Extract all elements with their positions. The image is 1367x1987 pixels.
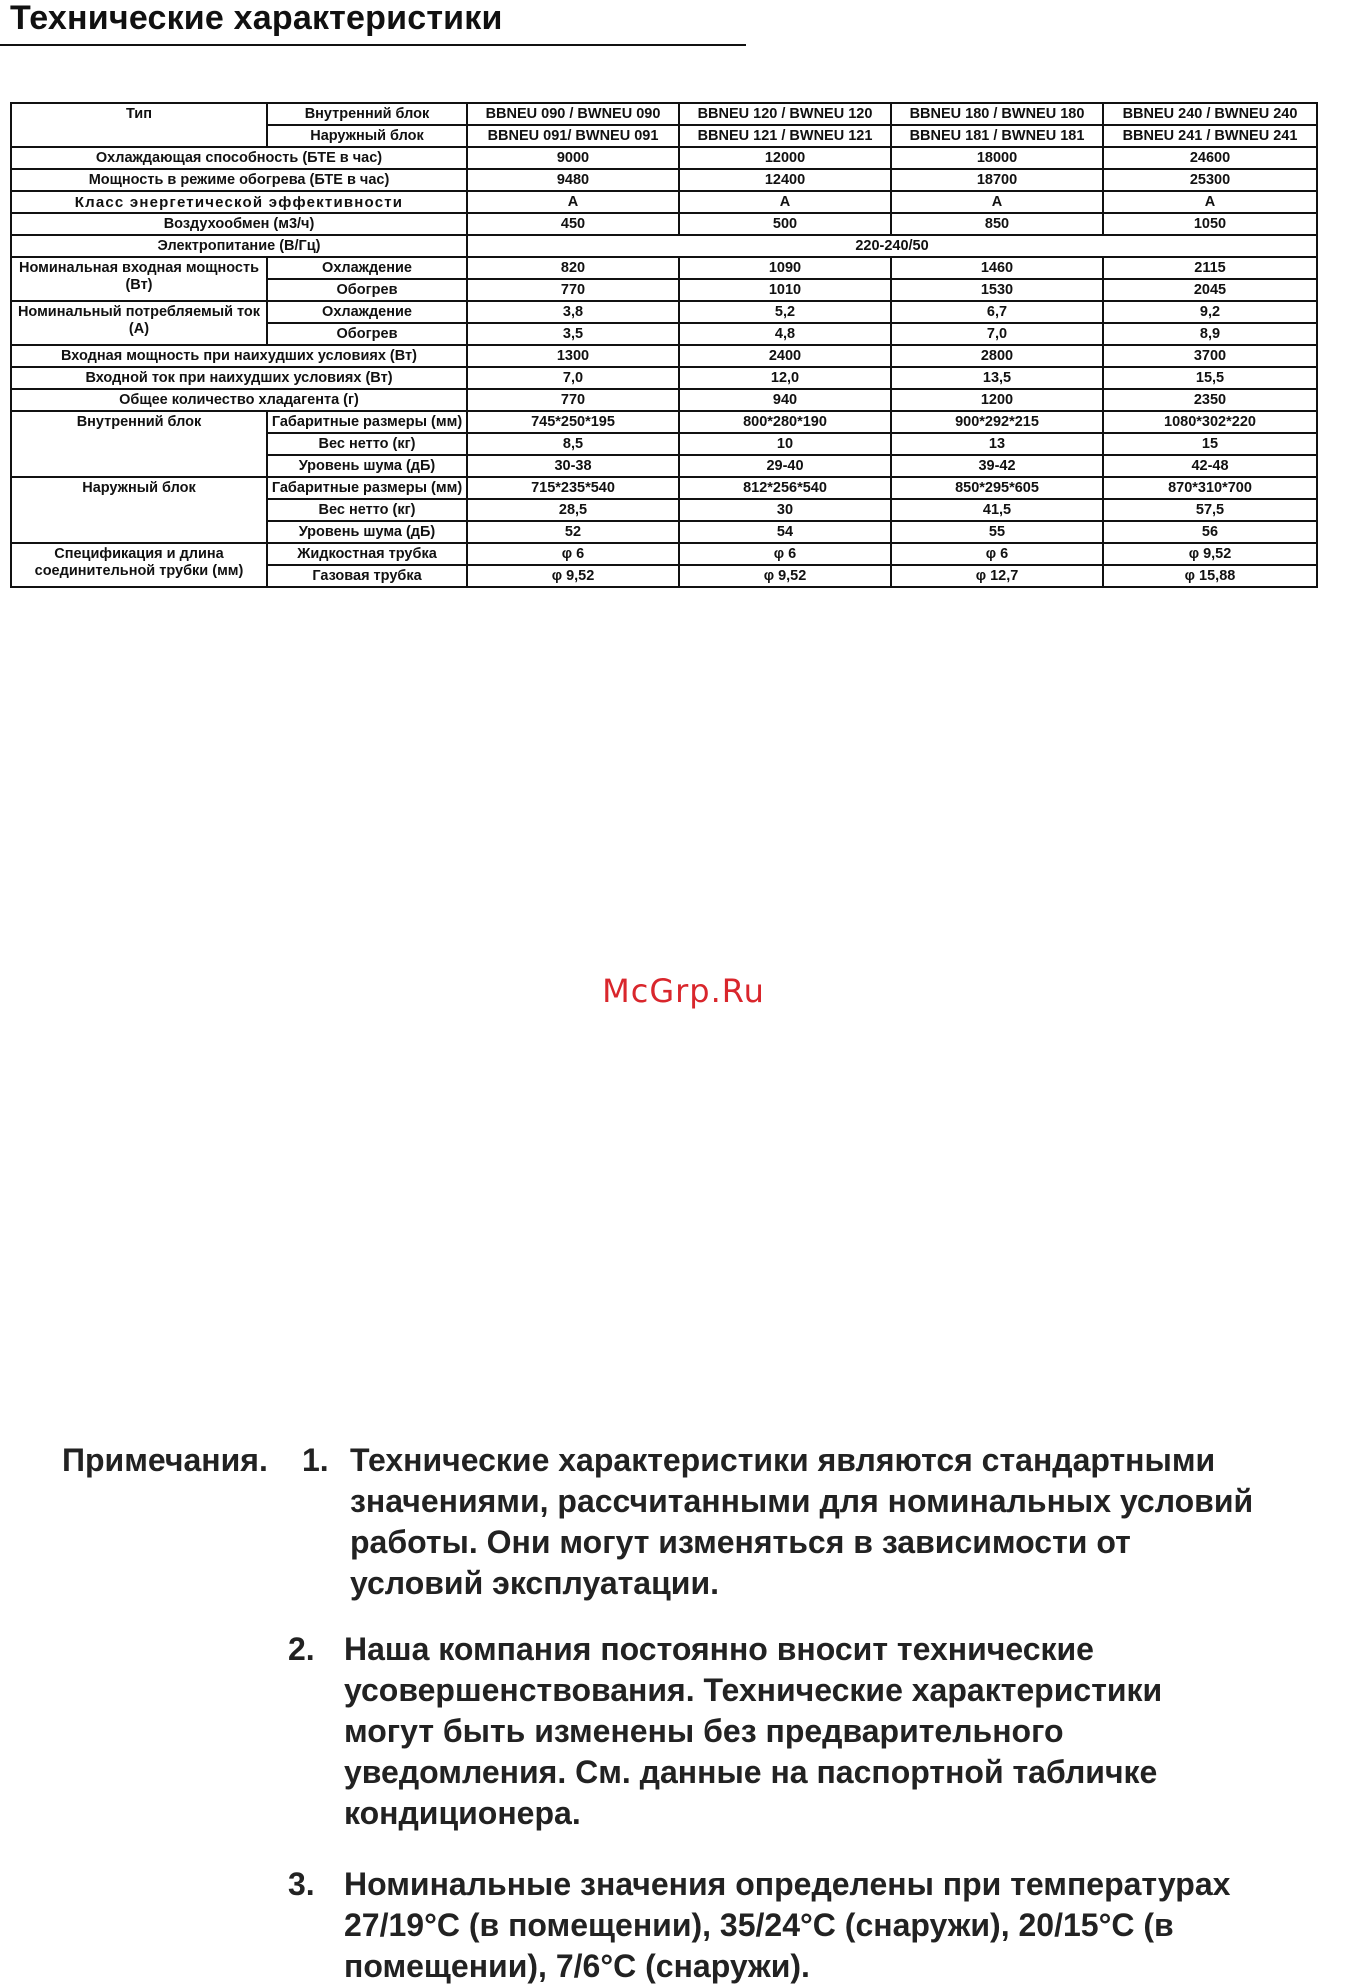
value-cell: 3,5 xyxy=(467,323,679,345)
row-rated-current-cooling xyxy=(11,301,1317,323)
sub-label: Уровень шума (дБ) xyxy=(267,521,467,543)
value-cell: 52 xyxy=(467,521,679,543)
row-rated-input-cooling xyxy=(11,257,1317,279)
model-outdoor-cell: BBNEU 241 / BWNEU 241 xyxy=(1103,125,1317,147)
model-outdoor-cell: BBNEU 121 / BWNEU 121 xyxy=(679,125,891,147)
value-cell: 30-38 xyxy=(467,455,679,477)
value-cell: 25300 xyxy=(1103,169,1317,191)
value-cell: 10 xyxy=(679,433,891,455)
title-rule xyxy=(0,44,746,46)
value-cell: 56 xyxy=(1103,521,1317,543)
value-cell: 13,5 xyxy=(891,367,1103,389)
row-label: Воздухообмен (м3/ч) xyxy=(11,213,467,235)
value-cell: 18000 xyxy=(891,147,1103,169)
value-cell: 18700 xyxy=(891,169,1103,191)
value-cell: 900*292*215 xyxy=(891,411,1103,433)
value-cell: 2350 xyxy=(1103,389,1317,411)
sub-label: Обогрев xyxy=(267,323,467,345)
outdoor-unit-label: Наружный блок xyxy=(267,125,467,147)
model-indoor-cell: BBNEU 120 / BWNEU 120 xyxy=(679,103,891,125)
value-cell: A xyxy=(891,191,1103,213)
value-cell: 715*235*540 xyxy=(467,477,679,499)
row-airflow xyxy=(11,213,1317,235)
value-cell: φ 9,52 xyxy=(467,565,679,587)
sub-label: Габаритные размеры (мм) xyxy=(267,411,467,433)
value-cell: 5,2 xyxy=(679,301,891,323)
model-indoor-cell: BBNEU 180 / BWNEU 180 xyxy=(891,103,1103,125)
row-label: Номинальная входная мощность (Вт) xyxy=(11,257,267,301)
row-max-current xyxy=(11,367,1317,389)
watermark: McGrp.Ru xyxy=(602,972,765,1010)
note-number: 1. xyxy=(302,1442,329,1478)
value-cell: 4,8 xyxy=(679,323,891,345)
model-outdoor-cell: BBNEU 181 / BWNEU 181 xyxy=(891,125,1103,147)
value-cell: 500 xyxy=(679,213,891,235)
value-cell: 29-40 xyxy=(679,455,891,477)
value-cell: 28,5 xyxy=(467,499,679,521)
value-cell: 3,8 xyxy=(467,301,679,323)
row-label: Общее количество хладагента (г) xyxy=(11,389,467,411)
value-cell: 2115 xyxy=(1103,257,1317,279)
value-cell: φ 6 xyxy=(679,543,891,565)
note-line: усовершенствования. Технические характеристики xyxy=(344,1672,1163,1708)
value-cell: 850 xyxy=(891,213,1103,235)
sub-label: Газовая трубка xyxy=(267,565,467,587)
row-max-input xyxy=(11,345,1317,367)
value-cell: A xyxy=(679,191,891,213)
value-cell: 770 xyxy=(467,279,679,301)
note-line: 27/19°C (в помещении), 35/24°C (снаружи), 20/15°C (в xyxy=(344,1907,1174,1943)
value-cell: 1460 xyxy=(891,257,1103,279)
value-cell: 820 xyxy=(467,257,679,279)
row-label: Электропитание (В/Гц) xyxy=(11,235,467,257)
value-cell: φ 15,88 xyxy=(1103,565,1317,587)
note-line: условий эксплуатации. xyxy=(350,1565,719,1601)
note-line: могут быть изменены без предварительного xyxy=(344,1713,1064,1749)
value-cell: 13 xyxy=(891,433,1103,455)
note-line: Технические характеристики являются стандартными xyxy=(350,1442,1216,1478)
value-cell: 1090 xyxy=(679,257,891,279)
value-cell: 1200 xyxy=(891,389,1103,411)
row-cooling-capacity xyxy=(11,147,1317,169)
value-cell: 7,0 xyxy=(467,367,679,389)
model-indoor-cell: BBNEU 090 / BWNEU 090 xyxy=(467,103,679,125)
value-cell: 850*295*605 xyxy=(891,477,1103,499)
indoor-unit-label: Внутренний блок xyxy=(267,103,467,125)
value-cell: 12000 xyxy=(679,147,891,169)
row-model-indoor xyxy=(11,103,1317,125)
sub-label: Уровень шума (дБ) xyxy=(267,455,467,477)
value-cell: φ 12,7 xyxy=(891,565,1103,587)
value-cell: 42-48 xyxy=(1103,455,1317,477)
row-piping-liquid xyxy=(11,543,1317,565)
row-label: Наружный блок xyxy=(11,477,267,543)
value-cell: 1050 xyxy=(1103,213,1317,235)
value-cell: 12400 xyxy=(679,169,891,191)
sub-label: Жидкостная трубка xyxy=(267,543,467,565)
value-cell: 15,5 xyxy=(1103,367,1317,389)
value-cell: 1530 xyxy=(891,279,1103,301)
page-title: Технические характеристики xyxy=(10,0,503,37)
value-cell: 2045 xyxy=(1103,279,1317,301)
row-outdoor-dims xyxy=(11,477,1317,499)
value-cell: 8,5 xyxy=(467,433,679,455)
row-label: Охлаждающая способность (БТЕ в час) xyxy=(11,147,467,169)
value-cell: 1010 xyxy=(679,279,891,301)
sub-label: Обогрев xyxy=(267,279,467,301)
note-line: работы. Они могут изменяться в зависимости от xyxy=(350,1524,1131,1560)
value-cell: 450 xyxy=(467,213,679,235)
value-cell: 41,5 xyxy=(891,499,1103,521)
sub-label: Охлаждение xyxy=(267,301,467,323)
value-cell: 2400 xyxy=(679,345,891,367)
value-cell: 940 xyxy=(679,389,891,411)
note-number: 2. xyxy=(288,1631,315,1667)
value-cell: 9480 xyxy=(467,169,679,191)
sub-label: Вес нетто (кг) xyxy=(267,499,467,521)
value-cell: 6,7 xyxy=(891,301,1103,323)
note-line: значениями, рассчитанными для номинальных условий xyxy=(350,1483,1254,1519)
value-cell: A xyxy=(1103,191,1317,213)
row-label: Входной ток при наихудших условиях (Вт) xyxy=(11,367,467,389)
value-cell: 770 xyxy=(467,389,679,411)
spec-table xyxy=(10,102,1318,588)
note-line: помещении), 7/6°C (снаружи). xyxy=(344,1948,810,1984)
value-cell: A xyxy=(467,191,679,213)
type-label: Тип xyxy=(11,103,267,147)
value-cell: φ 9,52 xyxy=(1103,543,1317,565)
notes-lead: Примечания. xyxy=(62,1442,268,1478)
row-label: Мощность в режиме обогрева (БТЕ в час) xyxy=(11,169,467,191)
row-energy-class xyxy=(11,191,1317,213)
row-power-supply xyxy=(11,235,1317,257)
row-label: Внутренний блок xyxy=(11,411,267,477)
row-heating-capacity xyxy=(11,169,1317,191)
value-cell: 12,0 xyxy=(679,367,891,389)
value-cell: 800*280*190 xyxy=(679,411,891,433)
sub-label: Вес нетто (кг) xyxy=(267,433,467,455)
value-cell: 15 xyxy=(1103,433,1317,455)
value-cell: φ 6 xyxy=(467,543,679,565)
note-number: 3. xyxy=(288,1866,315,1902)
model-indoor-cell: BBNEU 240 / BWNEU 240 xyxy=(1103,103,1317,125)
value-cell: 870*310*700 xyxy=(1103,477,1317,499)
value-cell: 55 xyxy=(891,521,1103,543)
value-cell: 9000 xyxy=(467,147,679,169)
value-cell: 812*256*540 xyxy=(679,477,891,499)
value-cell: 30 xyxy=(679,499,891,521)
row-label: Класс энергетической эффективности xyxy=(11,191,467,213)
row-indoor-dims xyxy=(11,411,1317,433)
row-label: Входная мощность при наихудших условиях (Вт) xyxy=(11,345,467,367)
value-cell: 39-42 xyxy=(891,455,1103,477)
value-cell: 54 xyxy=(679,521,891,543)
row-label: Номинальный потребляемый ток (А) xyxy=(11,301,267,345)
value-cell: 745*250*195 xyxy=(467,411,679,433)
value-cell: 3700 xyxy=(1103,345,1317,367)
sub-label: Охлаждение xyxy=(267,257,467,279)
value-cell: 24600 xyxy=(1103,147,1317,169)
value-cell: 1080*302*220 xyxy=(1103,411,1317,433)
value-cell: φ 6 xyxy=(891,543,1103,565)
note-line: кондиционера. xyxy=(344,1795,581,1831)
value-cell: 9,2 xyxy=(1103,301,1317,323)
value-cell: 8,9 xyxy=(1103,323,1317,345)
model-outdoor-cell: BBNEU 091/ BWNEU 091 xyxy=(467,125,679,147)
row-label: Спецификация и длина соединительной трубки (мм) xyxy=(11,543,267,587)
value-cell: 7,0 xyxy=(891,323,1103,345)
note-line: Наша компания постоянно вносит технические xyxy=(344,1631,1094,1667)
sub-label: Габаритные размеры (мм) xyxy=(267,477,467,499)
row-refrigerant xyxy=(11,389,1317,411)
value-cell: 57,5 xyxy=(1103,499,1317,521)
note-line: уведомления. См. данные на паспортной табличке xyxy=(344,1754,1158,1790)
value-cell: φ 9,52 xyxy=(679,565,891,587)
value-cell: 1300 xyxy=(467,345,679,367)
value-cell: 2800 xyxy=(891,345,1103,367)
note-line: Номинальные значения определены при температурах xyxy=(344,1866,1231,1902)
value-cell: 220-240/50 xyxy=(467,235,1317,257)
